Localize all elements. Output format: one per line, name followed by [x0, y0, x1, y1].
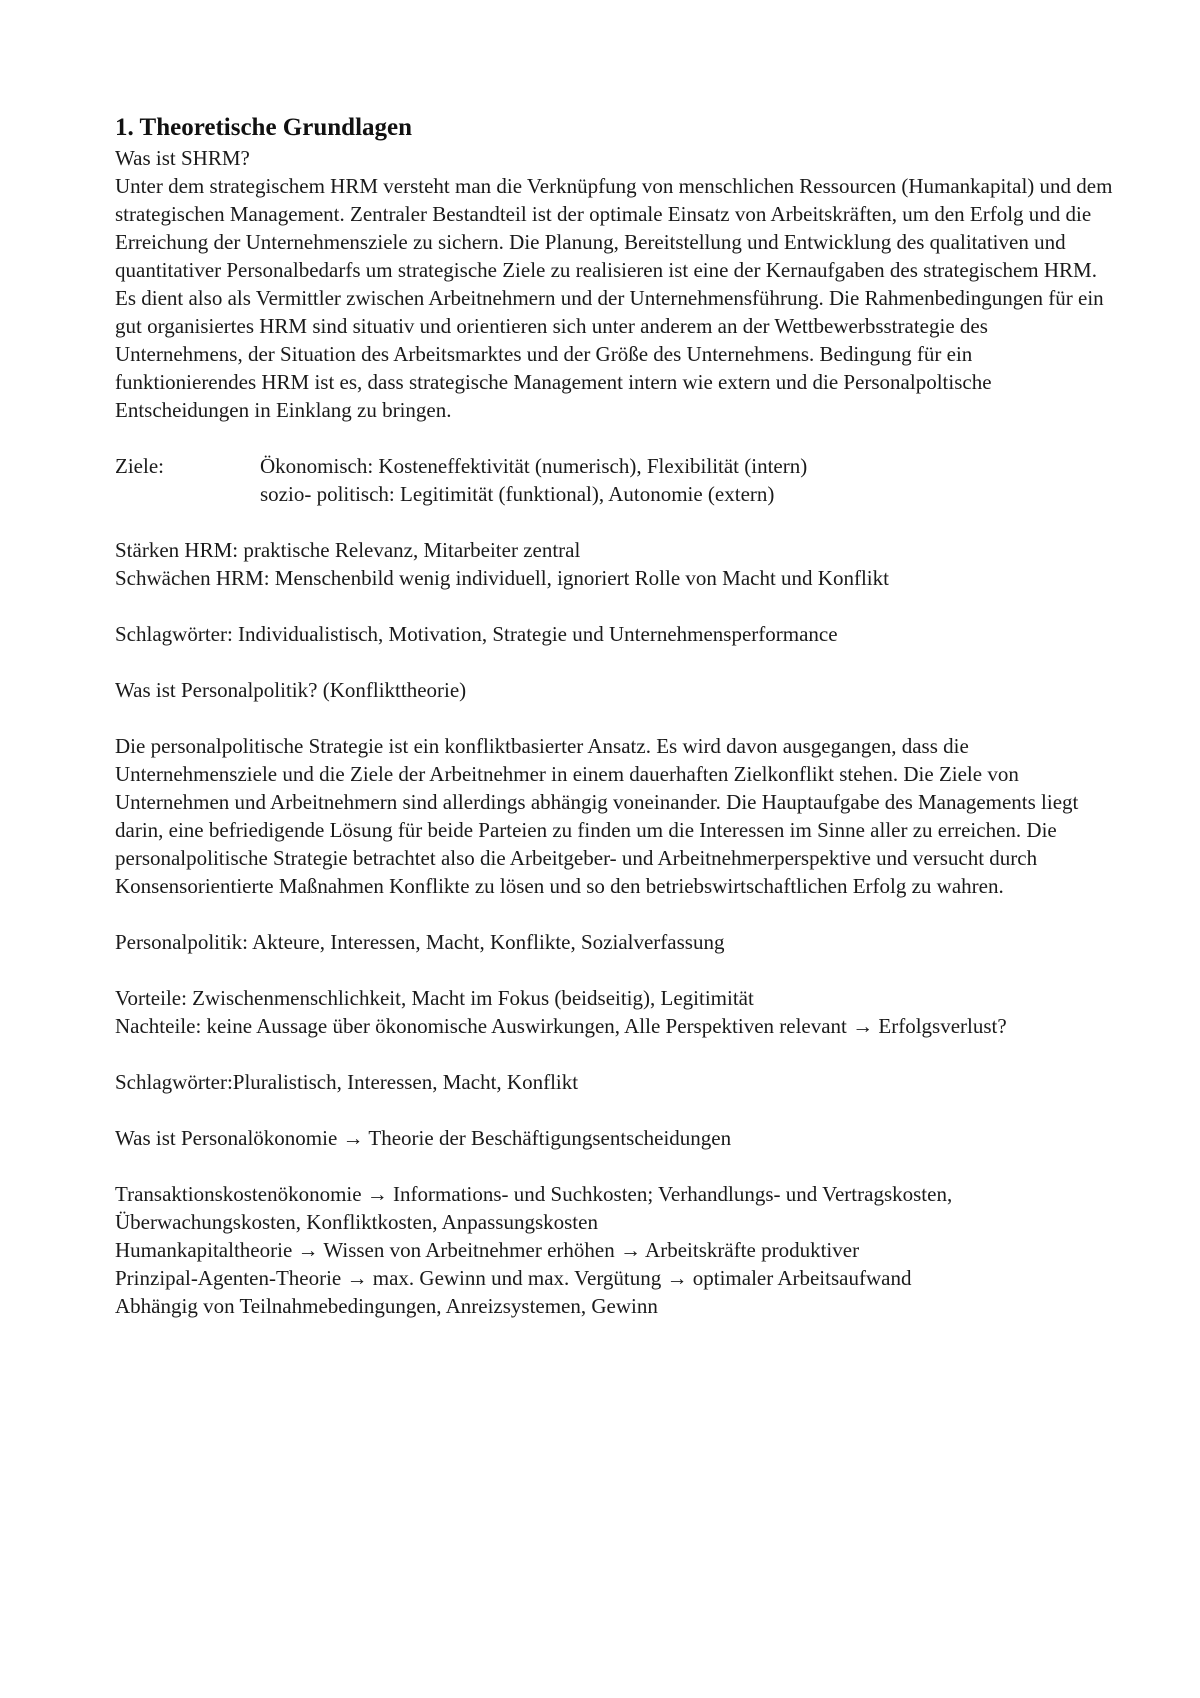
spacer [115, 648, 1115, 676]
staerken-hrm: Stärken HRM: praktische Relevanz, Mitarbeiter zentral [115, 538, 581, 562]
personalpolitik-schlagwoerter: Schlagwörter:Pluralistisch, Interessen, Macht, Konflikt [115, 1070, 579, 1094]
ziele-soziopolitisch: sozio- politisch: Legitimität (funktional), Autonomie (extern) [260, 482, 775, 506]
nachteile: Nachteile: keine Aussage über ökonomische Auswirkungen, Alle Perspektiven relevant → Erfolgsverlust? [115, 1014, 1007, 1038]
vorteile: Vorteile: Zwischenmenschlichkeit, Macht im Fokus (beidseitig), Legitimität [115, 986, 754, 1010]
spacer [115, 1040, 1115, 1068]
section-heading: 1. Theoretische Grundlagen [115, 114, 413, 141]
spacer [115, 508, 1115, 536]
personalpolitik-elements: Personalpolitik: Akteure, Interessen, Macht, Konflikte, Sozialverfassung [115, 930, 725, 954]
abhaengig-von: Abhängig von Teilnahmebedingungen, Anreizsystemen, Gewinn [115, 1294, 658, 1318]
document-page [115, 112, 1115, 1320]
spacer [115, 592, 1115, 620]
personaloekonomie-question: Was ist Personalökonomie → Theorie der Beschäftigungsentscheidungen [115, 1126, 732, 1150]
transaktionskosten: Transaktionskostenökonomie → Informations- und Suchkosten; Verhandlungs- und Vertragskosten, Überwachungskosten, Konfliktkosten, Anpassungskosten [115, 1182, 953, 1234]
spacer [115, 424, 1115, 452]
spacer [115, 900, 1115, 928]
ziele-block [115, 452, 1115, 508]
shrm-paragraph: Unter dem strategischem HRM versteht man die Verknüpfung von menschlichen Ressourcen (Humankapital) und dem strategischen Management. Zentraler Bestandteil ist der optimale Einsatz von Arbeitskräften, um den Erfolg und die Erreichung der Unternehmensziele zu sichern. Die Planung, Bereitstellung und Entwicklung des qualitativen und quantitativer Personalbedarfs um strategische Ziele zu realisieren ist eine der Kernaufgaben des strategischem HRM. Es dient also als Vermittler zwischen Arbeitnehmern und der Unternehmensführung. Die Rahmenbedingungen für ein gut organisiertes HRM sind situativ und orientieren sich unter anderem an der Wettbewerbsstrategie des Unternehmens, der Situation des Arbeitsmarktes und der Größe des Unternehmens. Bedingung für ein funktionierendes HRM ist es, dass strategische Management intern wie extern und die Personalpoltische Entscheidungen in Einklang zu bringen. [115, 174, 1113, 422]
schwaechen-hrm: Schwächen HRM: Menschenbild wenig individuell, ignoriert Rolle von Macht und Konflikt [115, 566, 889, 590]
humankapitaltheorie: Humankapitaltheorie → Wissen von Arbeitnehmer erhöhen → Arbeitskräfte produktiver [115, 1238, 860, 1262]
shrm-schlagwoerter: Schlagwörter: Individualistisch, Motivation, Strategie und Unternehmensperformance [115, 622, 838, 646]
personalpolitik-paragraph: Die personalpolitische Strategie ist ein konfliktbasierter Ansatz. Es wird davon ausgegangen, dass die Unternehmensziele und die Ziele der Arbeitnehmer in einem dauerhaften Zielkonflikt stehen. Die Ziele von Unternehmen und Arbeitnehmern sind allerdings abhängig voneinander. Die Hauptaufgabe des Managements liegt darin, eine befriedigende Lösung für beide Parteien zu finden um die Interessen im Sinne aller zu erreichen. Die personalpolitische Strategie betrachtet also die Arbeitgeber- und Arbeitnehmerperspektive und versucht durch Konsensorientierte Maßnahmen Konflikte zu lösen und so den betriebswirtschaftlichen Erfolg zu wahren. [115, 734, 1079, 898]
personalpolitik-question: Was ist Personalpolitik? (Konflikttheorie) [115, 678, 467, 702]
spacer [115, 1152, 1115, 1180]
prinzipal-agenten-theorie: Prinzipal-Agenten-Theorie → max. Gewinn und max. Vergütung → optimaler Arbeitsaufwand [115, 1266, 912, 1290]
spacer [115, 704, 1115, 732]
shrm-question: Was ist SHRM? [115, 146, 250, 170]
spacer [115, 1096, 1115, 1124]
ziele-oekonomisch: Ökonomisch: Kosteneffektivität (numerisch), Flexibilität (intern) [260, 454, 808, 478]
spacer [115, 956, 1115, 984]
ziele-label: Ziele: [115, 454, 164, 478]
